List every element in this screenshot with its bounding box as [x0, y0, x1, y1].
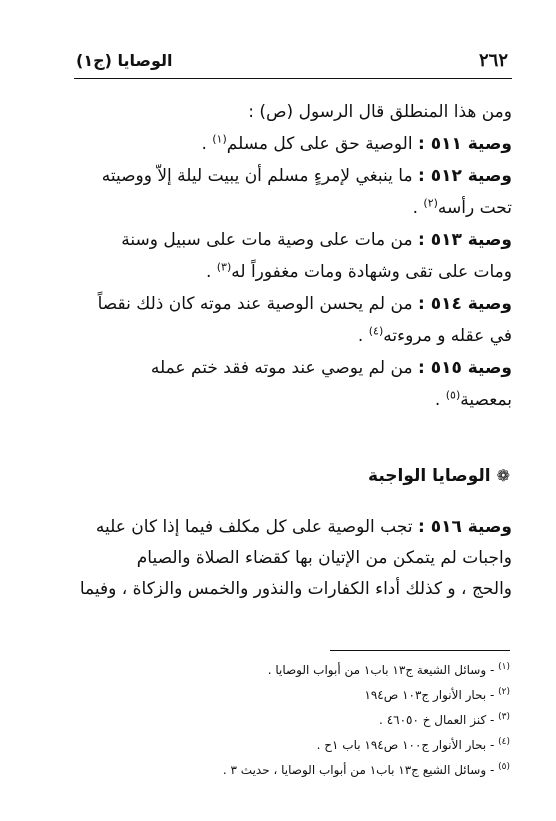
header-rule [74, 78, 512, 79]
wasiya-tail: . [357, 326, 369, 346]
wasiya-text: ما ينبغي لإمرءٍ مسلم أن يبيت ليلة إلاّ ووصيته [101, 166, 413, 186]
page-number: ٢٦٢ [478, 50, 508, 71]
wasiya-515-cont [60, 384, 512, 416]
wasiya-label: وصية ٥١١ : [417, 134, 512, 154]
wasiya-tail: . [205, 262, 217, 282]
section-title: الوصايا الواجبة [368, 466, 491, 486]
footnote-number: (٤) [498, 737, 510, 747]
wasiya-515 [60, 352, 512, 384]
wasiya-text: تحت رأسه [437, 198, 512, 218]
wasiya-tail: . [412, 198, 424, 218]
wasiya-text: تجب الوصية على كل مكلف فيما إذا كان عليه [95, 517, 413, 537]
book-title: الوصايا (ج١) [76, 51, 173, 70]
wasiya-text: الوصية حق على كل مسلم [226, 134, 413, 154]
wasiya-text: من مات على وصية مات على سبيل وسنة [121, 230, 413, 250]
wasiya-tail: . [201, 134, 213, 154]
wajiba-text [60, 512, 512, 605]
footnote [70, 733, 510, 758]
footnote-ref: (١) [212, 132, 227, 146]
wasiya-label: وصية ٥١٣ : [417, 230, 512, 250]
footnote-number: (١) [498, 662, 510, 672]
footnote-ref: (٣) [216, 260, 232, 274]
wasiya-text: من لم يحسن الوصية عند موته كان ذلك نقصاً [97, 294, 413, 314]
footnote [70, 683, 510, 708]
wasiya-text: ومات على تقى وشهادة ومات مغفوراً له [231, 262, 512, 282]
footnote-number: (٣) [498, 712, 510, 722]
page-header [74, 48, 510, 78]
wasiya-label: وصية ٥١٢ : [417, 166, 512, 186]
footnote-text: - بحار الأنوار ج١٠٠ ص١٩٤ باب ١ح . [316, 738, 499, 752]
wasiya-516-cont [60, 574, 512, 605]
wasiya-513-cont [60, 256, 512, 288]
footnotes [70, 658, 510, 783]
wasiya-text: والحج ، و كذلك أداء الكفارات والنذور والخمس والزكاة ، وفيما [79, 579, 512, 599]
wasiya-513 [60, 224, 512, 256]
footnote [70, 658, 510, 683]
wasiya-text: بمعصية [460, 390, 512, 410]
wasiya-label: وصية ٥١٦ : [417, 517, 512, 537]
footnote-number: (٢) [498, 687, 510, 697]
footnote-ref: (٢) [423, 196, 438, 210]
footnote-number: (٥) [498, 762, 510, 772]
intro-line: ومن هذا المنطلق قال الرسول (ص) : [248, 102, 512, 122]
wasiya-512-cont [60, 192, 512, 224]
footnote [70, 708, 510, 733]
footnote-text: - كنز العمال خ ٤٦٠٥٠ . [379, 713, 499, 727]
wasiya-tail: . [434, 390, 446, 410]
footnote-text: - وسائل الشيعة ج١٣ باب١ من أبواب الوصايا . [267, 663, 499, 677]
footnote-text: - وسائل الشيع ج١٣ باب١ من أبواب الوصايا ، حديث ٣ . [222, 763, 499, 777]
flower-icon: ❁ [496, 466, 510, 485]
wasiya-label: وصية ٥١٤ : [417, 294, 512, 314]
footnote-text: - بحار الأنوار ج١٠٣ ص١٩٤ [364, 688, 499, 702]
footnote-separator [330, 650, 510, 651]
footnote [70, 758, 510, 783]
footnote-ref: (٤) [368, 324, 384, 338]
wasiya-label: وصية ٥١٥ : [417, 358, 512, 378]
wasiya-512 [60, 160, 512, 192]
wasiya-text: من لم يوصي عند موته فقد ختم عمله [150, 358, 413, 378]
wasiya-516-cont [60, 543, 512, 574]
wasiya-514 [60, 288, 512, 320]
main-text [60, 96, 512, 416]
wasiya-text: واجبات لم يتمكن من الإتيان بها كقضاء الصلاة والصيام [136, 548, 512, 568]
footnote-ref: (٥) [445, 388, 461, 402]
wasiya-516 [60, 512, 512, 543]
wasiya-text: في عقله و مروءته [383, 326, 512, 346]
wasiya-511 [60, 128, 512, 160]
wasiya-514-cont [60, 320, 512, 352]
section-heading [368, 466, 510, 486]
